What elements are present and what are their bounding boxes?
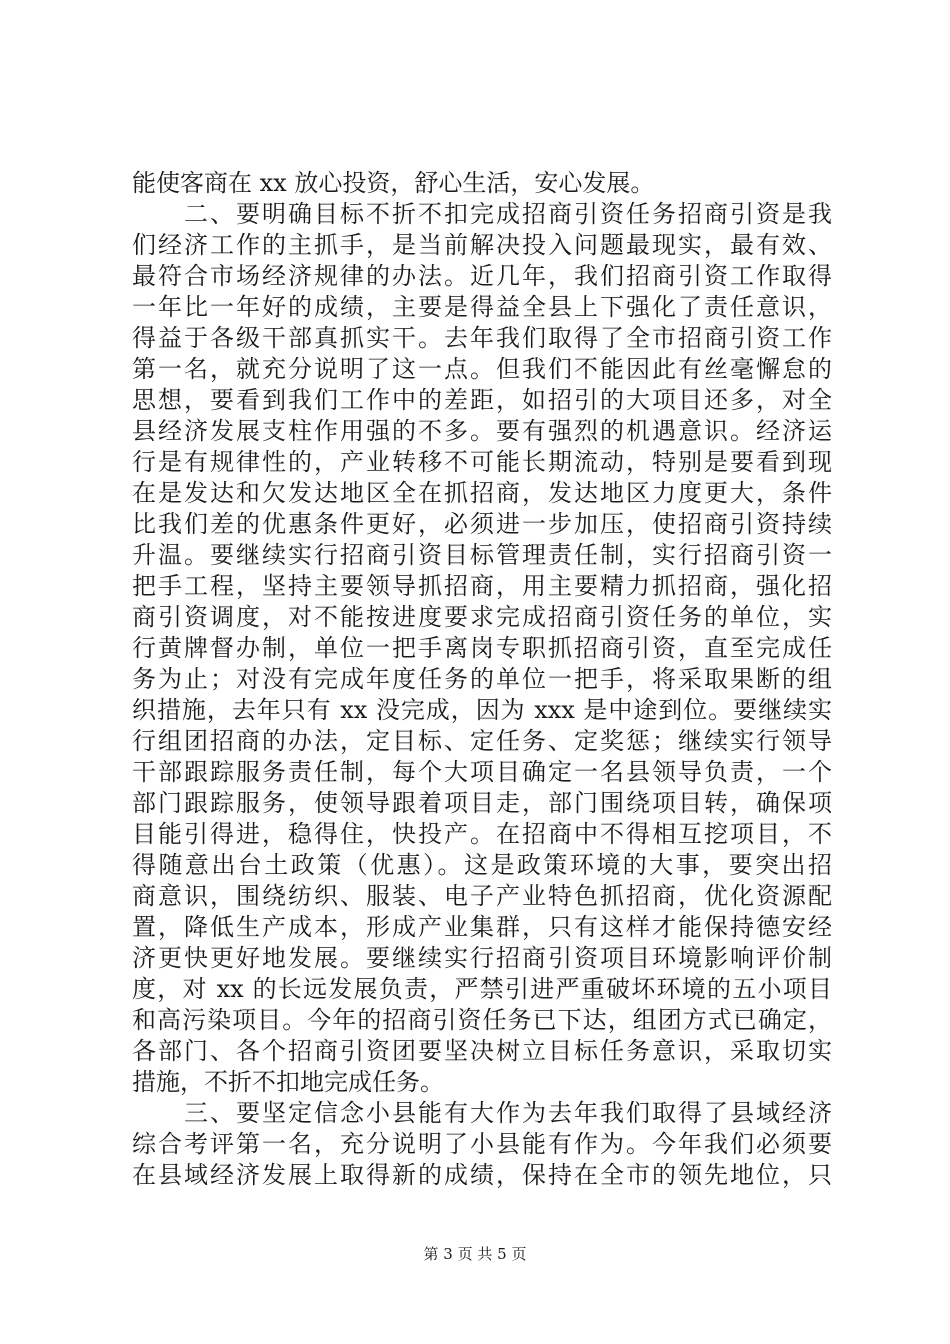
- text-line: 第一名，就充分说明了这一点。但我们不能因此有丝毫懈怠的: [132, 355, 832, 383]
- text-line: 能使客商在 xx 放心投资，舒心生活，安心发展。: [132, 169, 655, 197]
- text-line: 综合考评第一名，充分说明了小县能有作为。今年我们必须要: [132, 1130, 832, 1158]
- text-line: 织措施，去年只有 xx 没完成，因为 xxx 是中途到位。要继续实: [132, 696, 832, 724]
- text-line: 务为止；对没有完成年度任务的单位一把手，将采取果断的组: [132, 665, 832, 693]
- text-line: 商意识，围绕纺织、服装、电子产业特色抓招商，优化资源配: [132, 882, 832, 910]
- text-line: 三、要坚定信念小县能有大作为去年我们取得了县域经济: [132, 1099, 832, 1127]
- text-line: 思想，要看到我们工作中的差距，如招引的大项目还多，对全: [132, 386, 832, 414]
- text-line: 得随意出台土政策（优惠）。这是政策环境的大事，要突出招: [132, 851, 832, 879]
- text-line: 度，对 xx 的长远发展负责，严禁引进严重破坏环境的五小项目: [132, 975, 832, 1003]
- text-line: 目能引得进，稳得住，快投产。在招商中不得相互挖项目，不: [132, 820, 832, 848]
- text-line: 二、要明确目标不折不扣完成招商引资任务招商引资是我: [132, 200, 832, 228]
- text-line: 措施，不折不扣地完成任务。: [132, 1068, 444, 1096]
- text-line: 比我们差的优惠条件更好，必须进一步加压，使招商引资持续: [132, 510, 832, 538]
- text-line: 在县域经济发展上取得新的成绩，保持在全市的领先地位，只: [132, 1161, 832, 1189]
- text-line: 升温。要继续实行招商引资目标管理责任制，实行招商引资一: [132, 541, 832, 569]
- text-line: 一年比一年好的成绩，主要是得益全县上下强化了责任意识，: [132, 293, 832, 321]
- body-text: [132, 168, 832, 1191]
- text-line: 们经济工作的主抓手，是当前解决投入问题最现实，最有效、: [132, 231, 832, 259]
- text-line: 和高污染项目。今年的招商引资任务已下达，组团方式已确定，: [132, 1006, 832, 1034]
- page-number: 第 3 页 共 5 页: [423, 1245, 527, 1263]
- text-line: 行黄牌督办制，单位一把手离岗专职抓招商引资，直至完成任: [132, 634, 832, 662]
- text-line: 济更快更好地发展。要继续实行招商引资项目环境影响评价制: [132, 944, 832, 972]
- text-line: 商引资调度，对不能按进度要求完成招商引资任务的单位，实: [132, 603, 832, 631]
- text-line: 干部跟踪服务责任制，每个大项目确定一名县领导负责，一个: [132, 758, 832, 786]
- text-line: 得益于各级干部真抓实干。去年我们取得了全市招商引资工作: [132, 324, 832, 352]
- text-line: 部门跟踪服务，使领导跟着项目走，部门围绕项目转，确保项: [132, 789, 832, 817]
- text-line: 在是发达和欠发达地区全在抓招商，发达地区力度更大，条件: [132, 479, 832, 507]
- text-line: 行是有规律性的，产业转移不可能长期流动，特别是要看到现: [132, 448, 832, 476]
- text-line: 把手工程，坚持主要领导抓招商，用主要精力抓招商，强化招: [132, 572, 832, 600]
- text-line: 置，降低生产成本，形成产业集群，只有这样才能保持德安经: [132, 913, 832, 941]
- text-line: 县经济发展支柱作用强的不多。要有强烈的机遇意识。经济运: [132, 417, 832, 445]
- text-line: 各部门、各个招商引资团要坚决树立目标任务意识，采取切实: [132, 1037, 832, 1065]
- text-line: 最符合市场经济规律的办法。近几年，我们招商引资工作取得: [132, 262, 832, 290]
- page-footer: [0, 1243, 950, 1264]
- text-line: 行组团招商的办法，定目标、定任务、定奖惩；继续实行领导: [132, 727, 832, 755]
